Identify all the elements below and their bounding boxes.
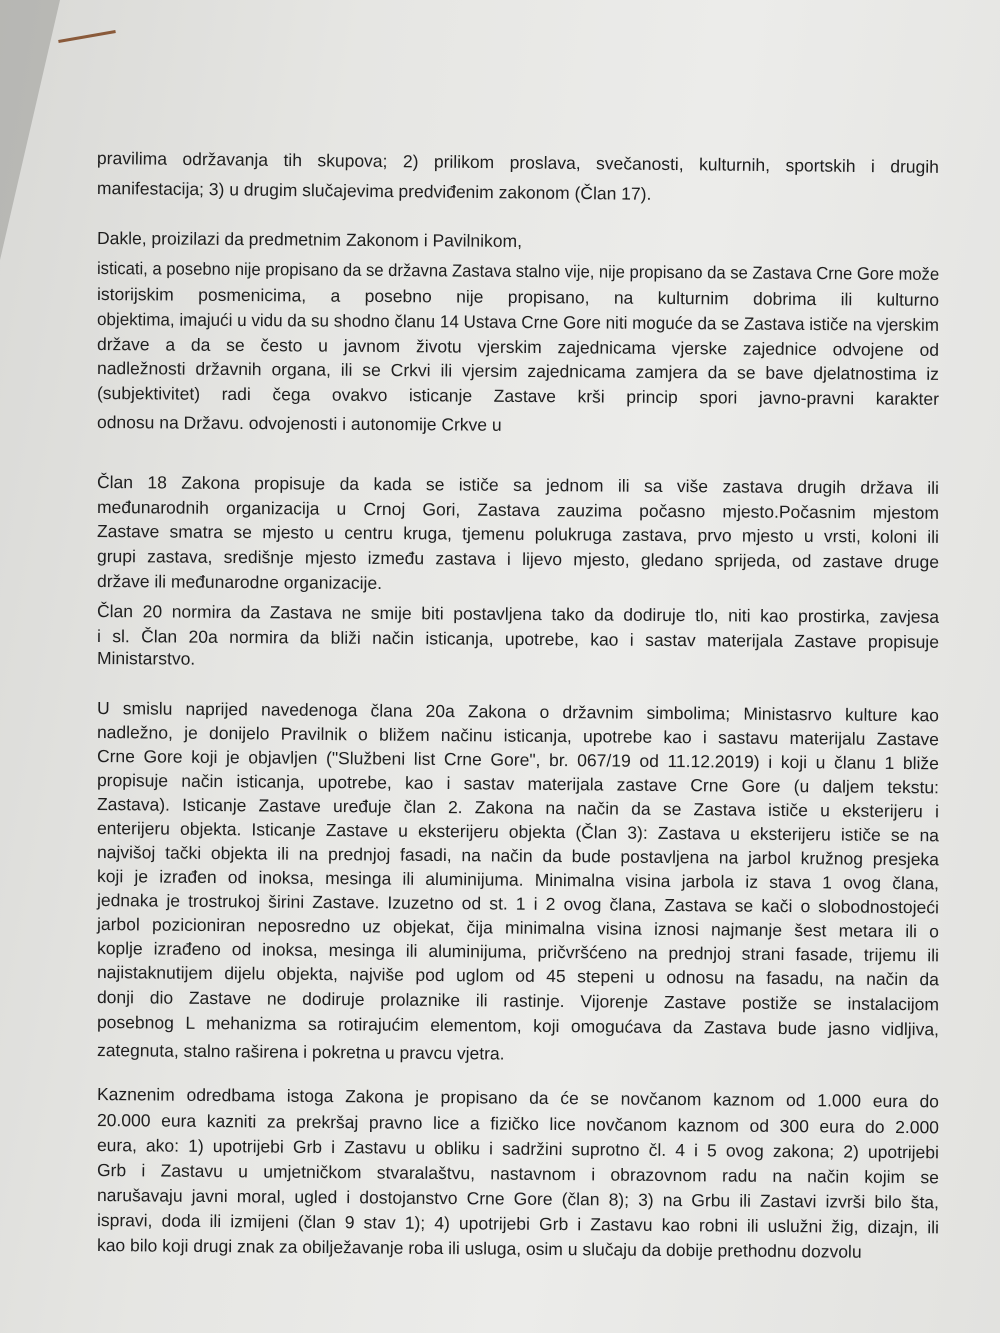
paragraph-5-line: Kaznenim odredbama istoga Zakona je propisano da će se novčanom kaznom od 1.000 eura do	[96, 1084, 940, 1112]
paragraph-2-line: odnosu na Državu. odvojenosti i autonomije Crkve u	[96, 412, 502, 435]
paragraph-4-line: koji je izrađen od inoksa, mesinga ili aluminijuma. Minimalna visina jarbola iz stava 1 ovog člana,	[96, 866, 940, 894]
paragraph-3-line: međunarodnih organizacija u Crnoj Gori, Zastava zauzima počasno mjesto.Počasnim mjestom	[96, 497, 940, 523]
paragraph-4-line: Crne Gore koji je objavljen ("Službeni list Crne Gore", br. 067/19 od 11.12.2019) i koji u članu 1 bliže	[96, 746, 940, 774]
paragraph-5-line: narušavaju javni moral, ugled i dostojanstvo Crne Gore (član 8); 3) na Grbu ili Zastavi izvrši bilo šta,	[96, 1185, 940, 1213]
paragraph-3-line: Član 18 Zakona propisuje da kada se ističe sa jednom ili sa više zastava drugih država ili	[96, 472, 940, 498]
paragraph-1-line: pravilima održavanja tih skupova; 2) prilikom proslava, svečanosti, kulturnih, sportskih i drugih	[96, 148, 940, 177]
paragraph-4-line: Zastava). Isticanje Zastave uređuje član 2. Zakona na način da se Zastava ističe u eksterijeru i	[96, 794, 940, 822]
paragraph-3-line: Član 20 normira da Zastava ne smije biti postavljena tako da dodiruje tlo, niti kao prostirka, zavjesa	[96, 601, 940, 627]
paragraph-5-line: eura, ako: 1) upotrijebi Grb i Zastavu u obliku i sadržini suprotno čl. 4 i 5 ovog zakona; 2) upotrijebi	[96, 1135, 940, 1163]
paragraph-4-line: donji dio Zastave ne dodiruje prolaznike ili rastinje. Vijorenje Zastave postiže se instalacijom	[96, 987, 940, 1015]
paragraph-1-line: manifestacija; 3) u drugim slučajevima predviđenim zakonom (Član 17).	[96, 178, 652, 204]
paragraph-4-line: jarbol pozicioniran neposredno uz objekat, čija minimalna visina iznosi najmanje šest metara ili o	[96, 914, 940, 942]
paragraph-2-line: države a da se često u javnom životu vjerskim zajednicama vjerske zajednice odvojene od	[96, 334, 940, 360]
paragraph-5-line: ispravi, doda ili izmijeni (član 9 stav 1); 4) upotrijebi Grb i Zastavu kao robni ili uslužni žig, dizajn, ili	[96, 1210, 940, 1238]
paragraph-4-line: posebnog L mehanizma sa rotirajućim elementom, koji omogućava da Zastava bude jasno vidljiva,	[96, 1012, 940, 1040]
paragraph-2-line: nadležnosti državnih organa, ili se Crkvi ili vjersim zajednicama zamjera da se bave djelatnostima iz	[96, 358, 940, 384]
paragraph-2-line: objektima, imajući u vidu da su shodno članu 14 Ustava Crne Gore niti moguće da se Zastava ističe na vjerskim	[96, 309, 940, 335]
paragraph-3-line: i sl. Član 20a normira da bliži način isticanja, upotrebe, kao i sastav materijala Zastave propisuje	[96, 626, 940, 652]
paragraph-2-line: isticati, a posebno nije propisano da se državna Zastava stalno vije, nije propisano da se Zastava Crne Gore može	[96, 258, 940, 284]
paragraph-2-line: istorijskim posmenicima, a posebno nije propisano, na kulturnim dobrima ili kulturno	[96, 284, 940, 310]
paragraph-3-line: Ministarstvo.	[96, 648, 196, 669]
paragraph-4-line: najistaknutijem dijelu objekta, najviše pod uglom od 45 stepeni u odnosu na fasadu, na način da	[96, 962, 940, 990]
paragraph-5-line: kao bilo koji drugi znak za obilježavanje roba ili usluga, osim u slučaju da dobije prethodnu dozvolu	[96, 1235, 862, 1262]
paragraph-5-line: 20.000 eura kazniti za prekršaj pravno lice a fizičko lice novčanom kaznom od 300 eura do 2.000	[96, 1110, 940, 1138]
paragraph-2-line: Dakle, proizilazi da predmetnim Zakonom i Pavilnikom,	[96, 228, 523, 251]
paragraph-4-line: najvišoj tački objekta ili na prednjoj fasadi, na način da bude postavljena na jarbol kružnog presjeka	[96, 842, 940, 870]
paragraph-4-line: koplje izrađeno od inoksa, mesinga ili aluminijuma, pričvršćeno na prednjoj strani fasade, trijemu ili	[96, 938, 940, 966]
paragraph-4-line: nadležno, je donijelo Pravilnik o bližem načinu isticanja, upotrebe kao i sastavu materijalu Zastave	[96, 722, 940, 750]
paragraph-3-line: države ili međunarodne organizacije.	[96, 571, 383, 593]
paragraph-3-line: Zastave smatra se mjesto u centru kruga, tjemenu polukruga zastava, prvo mjesto u vrsti, koloni ili	[96, 521, 940, 547]
pen-mark	[58, 30, 116, 43]
paragraph-3-line: grupi zastava, središnje mjesto između zastava i lijevo mjesto, gledano sprijeda, od zastave druge	[96, 546, 940, 572]
paragraph-5-line: Grb i Zastavu u umjetničkom stvaralaštvu, nastavnom i obrazovnom radu na način kojim se	[96, 1160, 940, 1188]
paragraph-2-line: (subjektivitet) radi čega ovakvo isticanje Zastave krši princip spori javno-pravni karakter	[96, 383, 940, 409]
paragraph-4-line: enterijeru objekta. Isticanje Zastave u eksterijeru objekta (Član 3): Zastava u eksterijeru ističe se na	[96, 818, 940, 846]
paragraph-4-line: propisuje način isticanja, upotrebe, kao i sastav materijala zastave Crne Gore (u daljem tekstu:	[96, 770, 940, 798]
page-edge-shadow	[0, 0, 60, 260]
paragraph-4-line: U smislu naprijed navedenoga člana 20a Zakona o državnim simbolima; Ministasrvo kulture kao	[96, 698, 940, 726]
paragraph-4-line: zategnuta, stalno raširena i pokretna u pravcu vjetra.	[96, 1040, 505, 1064]
paragraph-4-line: jednaka je trostrukoj širini Zastave. Izuzetno od st. 1 i 2 ovog člana, Zastava se kači o slobodnostojeći	[96, 890, 940, 918]
